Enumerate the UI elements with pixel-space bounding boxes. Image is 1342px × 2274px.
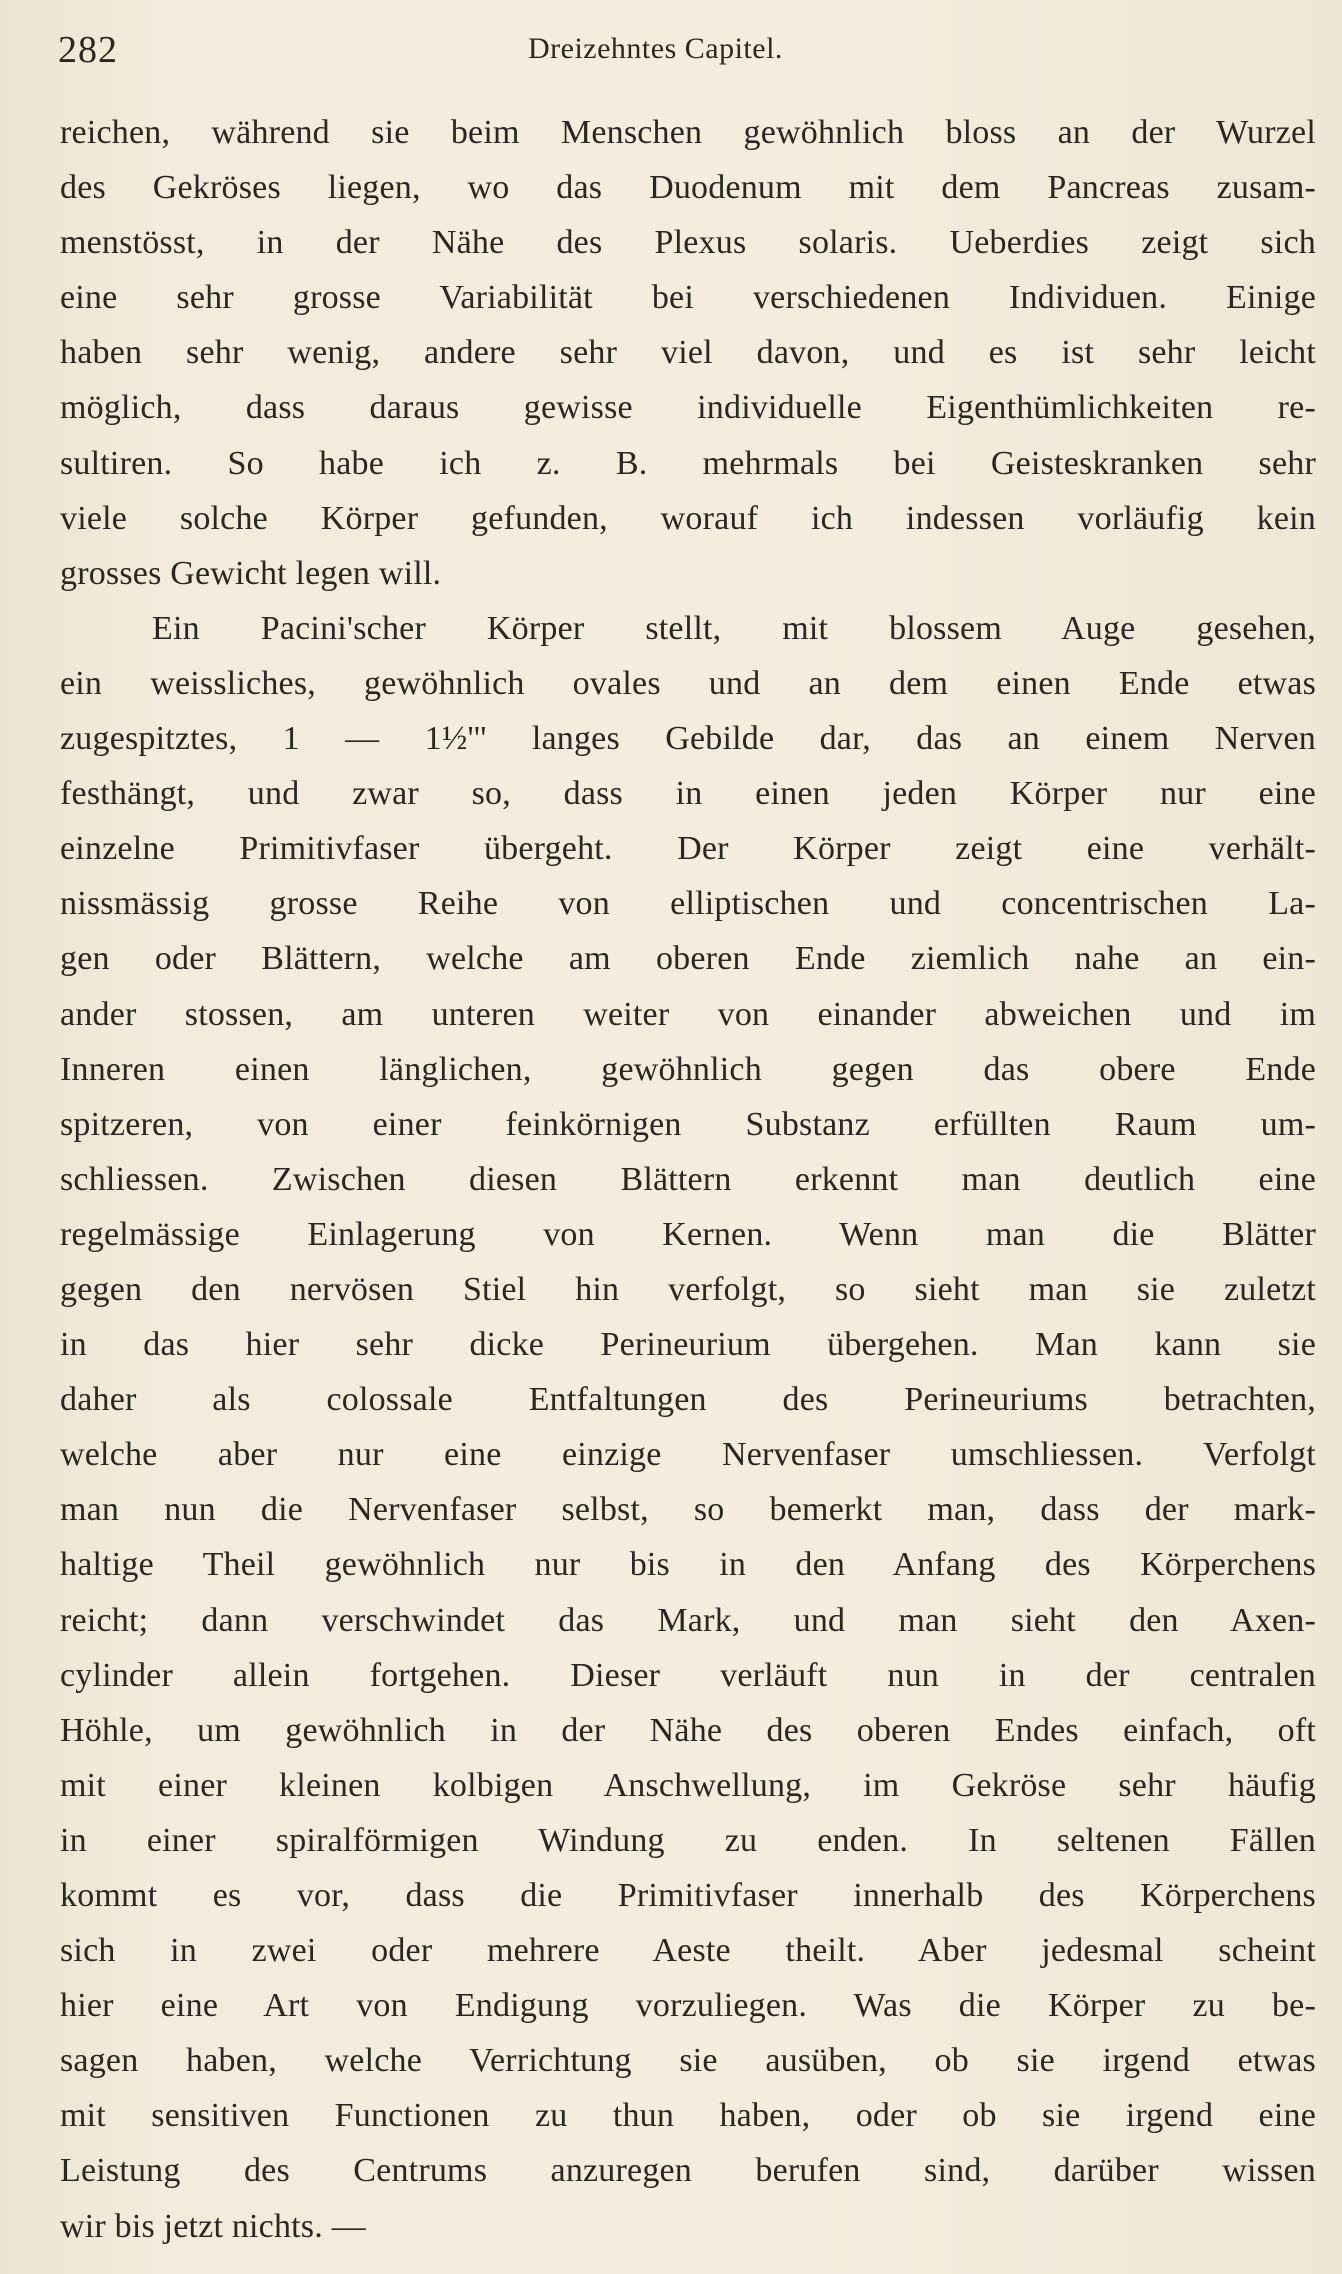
text-line: reichen, während sie beim Menschen gewöhnlich bloss an der Wurzel [60,114,1316,151]
text-line: festhängt, und zwar so, dass in einen jeden Körper nur eine [60,775,1316,813]
running-head: Dreizehntes Capitel. [528,32,783,65]
text-line: mit einer kleinen kolbigen Anschwellung, im Gekröse sehr häufig [60,1766,1316,1804]
text-line: ander stossen, am unteren weiter von einander abweichen und im [60,995,1316,1033]
text-line: man nun die Nervenfaser selbst, so bemerkt man, dass der mark- [60,1491,1316,1529]
text-line: sultiren. So habe ich z. B. mehrmals bei Geisteskranken sehr [60,444,1316,482]
text-line: eine sehr grosse Variabilität bei verschiedenen Individuen. Einige [60,279,1316,317]
text-line: Leistung des Centrums anzuregen berufen sind, darüber wissen [60,2152,1316,2190]
paragraph-start-line: Ein Pacini'scher Körper stellt, mit blossem Auge gesehen, [152,609,1316,647]
text-line: einzelne Primitivfaser übergeht. Der Körper zeigt eine verhält- [60,830,1316,868]
text-line: hier eine Art von Endigung vorzuliegen. Was die Körper zu be- [60,1987,1316,2025]
text-line: in einer spiralförmigen Windung zu enden. In seltenen Fällen [60,1821,1316,1859]
text-line: haltige Theil gewöhnlich nur bis in den Anfang des Körperchens [60,1546,1316,1584]
page-number: 282 [58,29,118,71]
text-line: regelmässige Einlagerung von Kernen. Wenn man die Blätter [60,1215,1316,1253]
text-line: möglich, dass daraus gewisse individuelle Eigenthümlichkeiten re- [60,389,1316,427]
text-line: haben sehr wenig, andere sehr viel davon, und es ist sehr leicht [60,334,1316,372]
text-line: zugespitztes, 1 — 1½''' langes Gebilde dar, das an einem Nerven [60,720,1316,758]
text-line: gegen den nervösen Stiel hin verfolgt, so sieht man sie zuletzt [60,1270,1316,1308]
text-line: kommt es vor, dass die Primitivfaser innerhalb des Körperchens [60,1877,1316,1914]
text-line: viele solche Körper gefunden, worauf ich indessen vorläufig kein [60,499,1316,537]
body-text [60,105,1316,2254]
text-line: nissmässig grosse Reihe von elliptischen und concentrischen La- [60,885,1316,923]
text-line: daher als colossale Entfaltungen des Perineuriums betrachten, [60,1381,1316,1419]
text-line: menstösst, in der Nähe des Plexus solaris. Ueberdies zeigt sich [60,224,1316,262]
text-line: welche aber nur eine einzige Nervenfaser umschliessen. Verfolgt [60,1436,1316,1474]
text-line: Höhle, um gewöhnlich in der Nähe des oberen Endes einfach, oft [60,1711,1316,1749]
text-line: ein weissliches, gewöhnlich ovales und an dem einen Ende etwas [60,664,1316,702]
page-header [58,28,1318,88]
text-line: schliessen. Zwischen diesen Blättern erkennt man deutlich eine [60,1160,1316,1198]
text-line: in das hier sehr dicke Perineurium übergehen. Man kann sie [60,1326,1316,1364]
text-line: sagen haben, welche Verrichtung sie ausüben, ob sie irgend etwas [60,2042,1316,2080]
paragraph-end-line: wir bis jetzt nichts. — [60,2207,366,2245]
text-line: cylinder allein fortgehen. Dieser verläuft nun in der centralen [60,1656,1316,1694]
text-line: mit sensitiven Functionen zu thun haben, oder ob sie irgend eine [60,2097,1316,2135]
text-line: gen oder Blättern, welche am oberen Ende ziemlich nahe an ein- [60,940,1316,978]
text-line: reicht; dann verschwindet das Mark, und man sieht den Axen- [60,1601,1316,1639]
text-line: Inneren einen länglichen, gewöhnlich gegen das obere Ende [60,1050,1316,1088]
paragraph-end-line: grosses Gewicht legen will. [60,554,442,592]
text-line: sich in zwei oder mehrere Aeste theilt. Aber jedesmal scheint [60,1932,1316,1970]
text-line: des Gekröses liegen, wo das Duodenum mit dem Pancreas zusam- [60,169,1316,207]
text-line: spitzeren, von einer feinkörnigen Substanz erfüllten Raum um- [60,1105,1316,1143]
